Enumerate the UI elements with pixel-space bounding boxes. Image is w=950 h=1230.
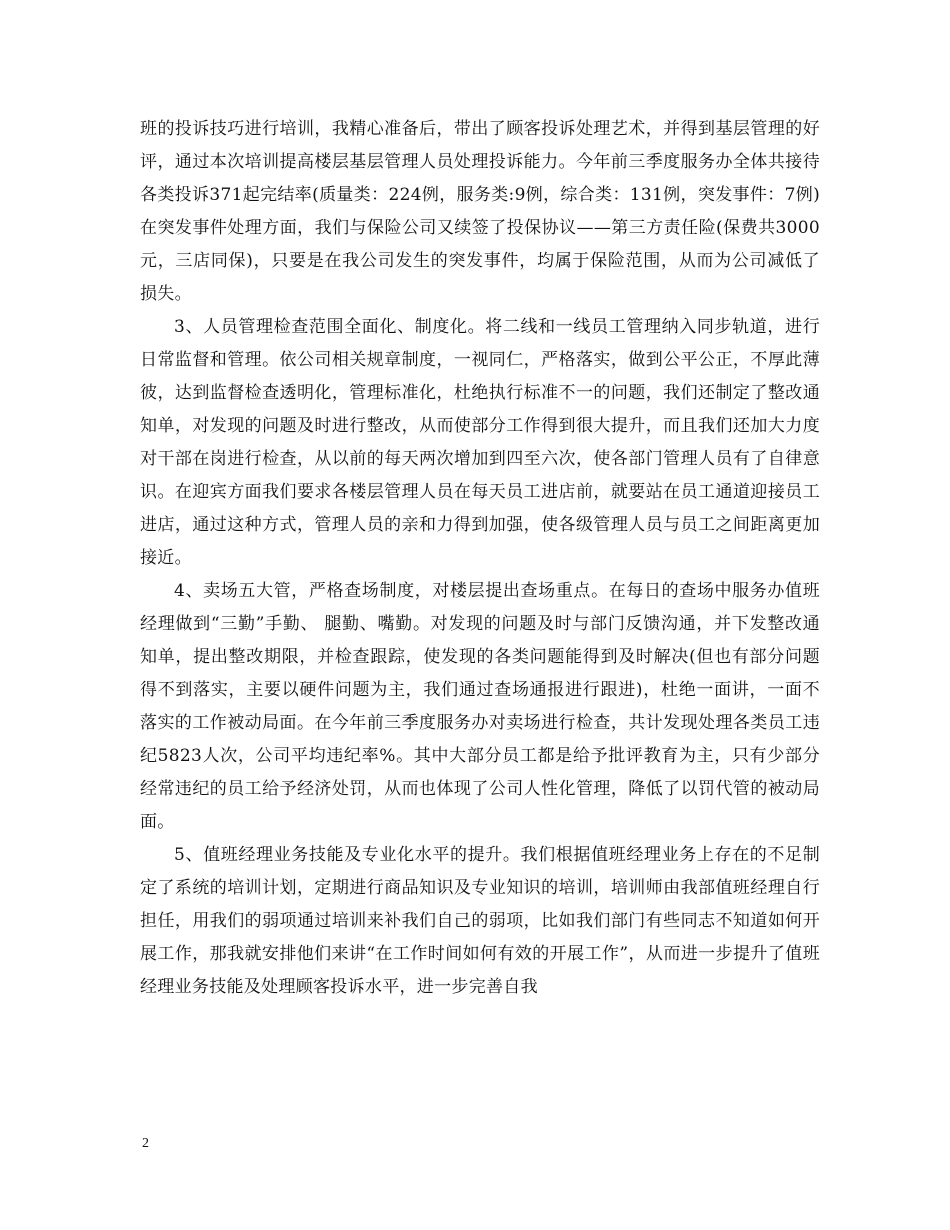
page-number: 2 bbox=[142, 1136, 149, 1151]
paragraph-continuation: 班的投诉技巧进行培训，我精心准备后，带出了顾客投诉处理艺术，并得到基层管理的好评，通过本次培训提高楼层基层管理人员处理投诉能力。今年前三季度服务办全体共接待各类投诉371起完结率(质量类：224例，服务类:9例，综合类：131例，突发事件：7例)在突发事件处理方面，我们与保险公司又续签了投保协议——第三方责任险(保费共3000 元，三店同保)，只要是在我公司发生的突发事件，均属于保险范围，从而为公司减低了损失。 bbox=[140, 119, 820, 304]
paragraph-store-inspection: 4、卖场五大管，严格查场制度，对楼层提出查场重点。在每日的查场中服务办值班经理做到“三勤”手勤、 腿勤、嘴勤。对发现的问题及时与部门反馈沟通，并下发整改通知单，提出整改期限，并检查跟踪，使发现的各类问题能得到及时解决(但也有部分问题得不到落实，主要以硬件问题为主，我们通过查场通报进行跟进)，杜绝一面讲，一面不落实的工作被动局面。在今年前三季度服务办对卖场进行检查，共计发现处理各类员工违纪5823人次，公司平均违纪率%。其中大部分员工都是给予批评教育为主，只有少部分经常违纪的员工给予经济处罚，从而也体现了公司人性化管理，降低了以罚代管的被动局面。 bbox=[140, 581, 820, 832]
paragraph-manager-training: 5、值班经理业务技能及专业化水平的提升。我们根据值班经理业务上存在的不足制定了系统的培训计划，定期进行商品知识及专业知识的培训，培训师由我部值班经理自行担任，用我们的弱项通过培训来补我们自己的弱项，比如我们部门有些同志不知道如何开展工作，那我就安排他们来讲“在工作时间如何有效的开展工作”，从而进一步提升了值班经理业务技能及处理顾客投诉水平，进一步完善自我 bbox=[140, 845, 820, 997]
body-text bbox=[140, 113, 820, 1004]
paragraph-staff-management: 3、人员管理检查范围全面化、制度化。将二线和一线员工管理纳入同步轨道，进行日常监督和管理。依公司相关规章制度，一视同仁，严格落实，做到公平公正，不厚此薄彼，达到监督检查透明化，管理标准化，杜绝执行标准不一的问题，我们还制定了整改通知单，对发现的问题及时进行整改，从而使部分工作得到很大提升，而且我们还加大力度对干部在岗进行检查，从以前的每天两次增加到四至六次，使各部门管理人员有了自律意识。在迎宾方面我们要求各楼层管理人员在每天员工进店前，就要站在员工通道迎接员工进店，通过这种方式，管理人员的亲和力得到加强，使各级管理人员与员工之间距离更加接近。 bbox=[140, 317, 820, 568]
